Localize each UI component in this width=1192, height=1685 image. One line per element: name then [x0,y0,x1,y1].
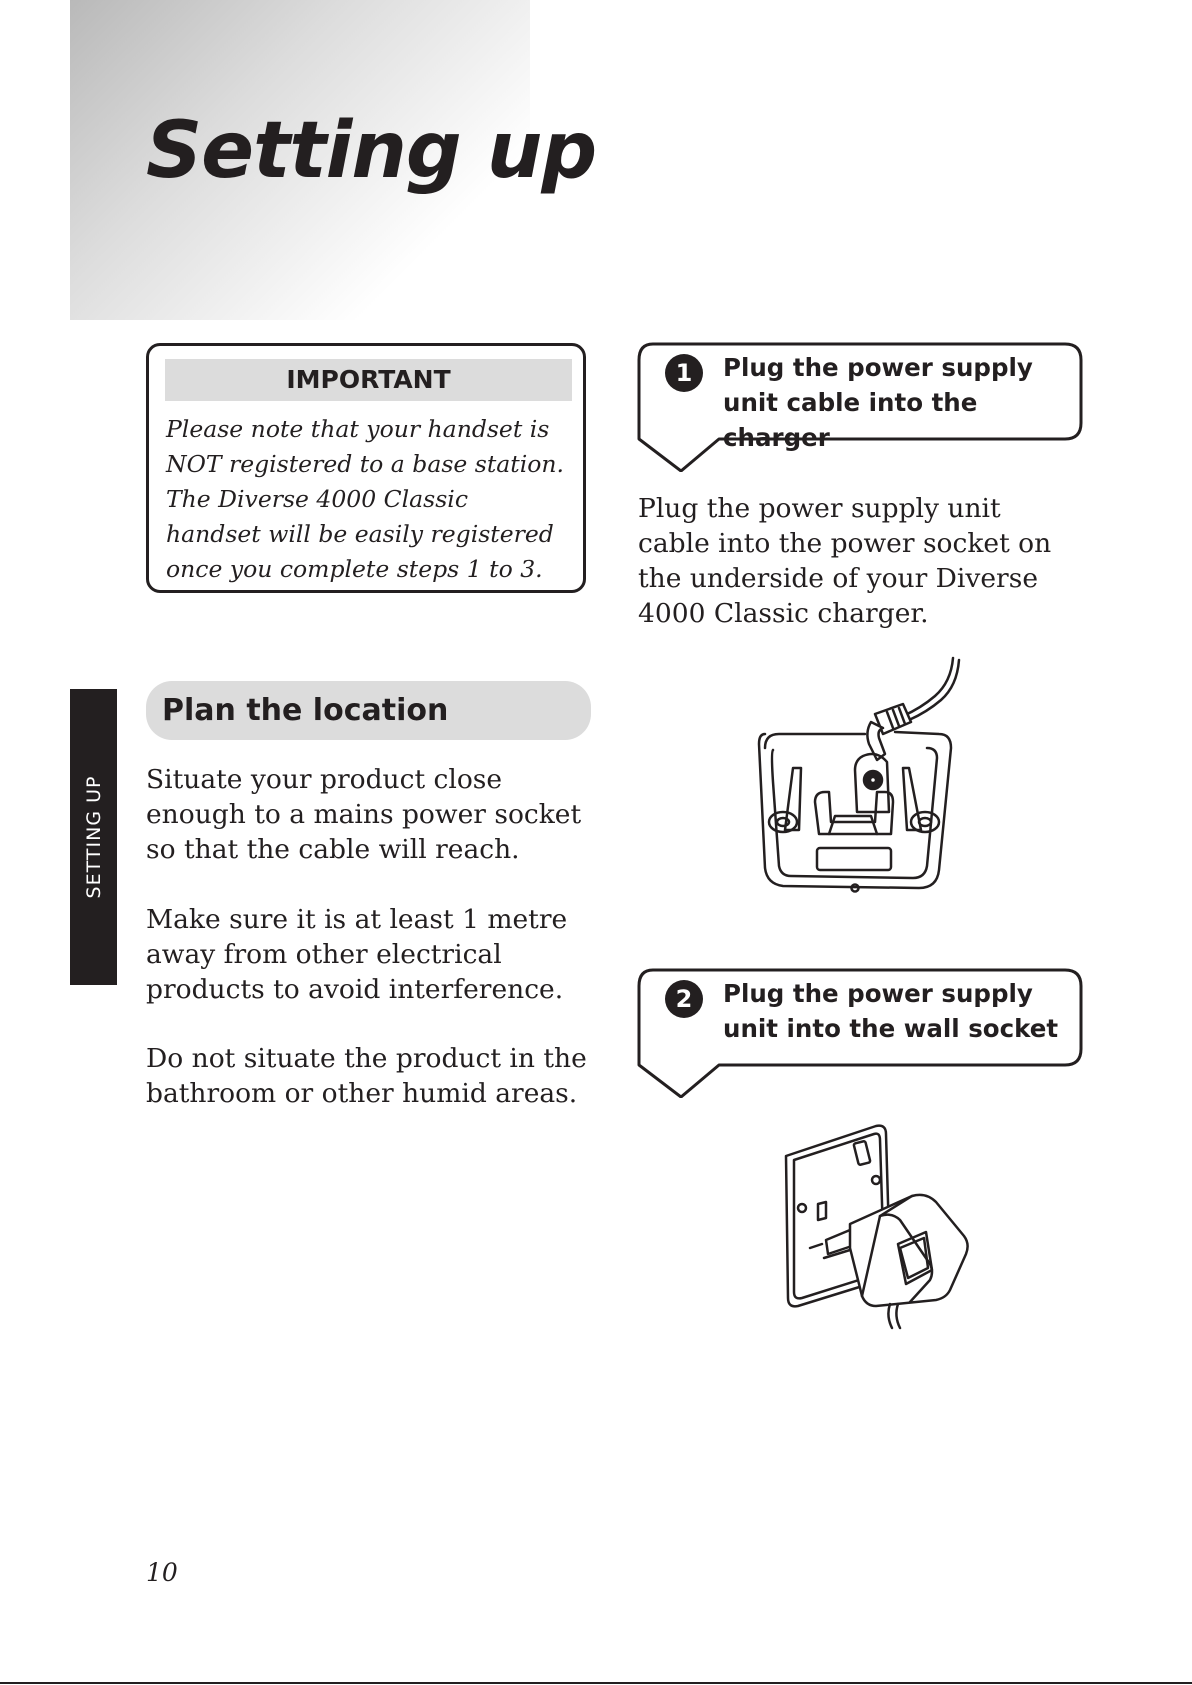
section-side-tab [70,689,117,985]
step-1-body: Plug the power supply unit cable into the power socket on the underside of your Diverse 4000 Classic charger. [638,493,1052,629]
step-1-number: 1 [665,354,703,392]
plan-paragraph-1: Situate your product close enough to a mains power socket so that the cable will reach. [146,764,582,865]
charger-underside-with-cable-icon [745,652,965,902]
page-title: Setting up [146,106,597,196]
plan-paragraph-3: Do not situate the product in the bathroom or other humid areas. [146,1043,587,1109]
important-notice [146,343,586,593]
bottom-rule [0,1682,1192,1684]
side-tab-label: SETTING UP [82,775,105,899]
important-text: Please note that your handset is NOT registered to a base station. The Diverse 4000 Classic handset will be easily registered once you complete steps 1 to 3. [166,415,564,583]
step-2-callout [637,968,1083,1098]
wall-socket-with-adapter-icon [780,1120,980,1330]
step-2-number: 2 [665,980,703,1018]
plan-paragraph-2: Make sure it is at least 1 metre away from other electrical products to avoid interference. [146,904,568,1005]
step-1-title: Plug the power supply unit cable into the charger [723,353,1033,452]
step-2-title: Plug the power supply unit into the wall socket [723,979,1059,1043]
plan-location-heading: Plan the location [146,681,591,740]
page-number: 10 [146,1558,178,1587]
important-heading: IMPORTANT [165,359,572,401]
step-1-callout [637,342,1083,472]
